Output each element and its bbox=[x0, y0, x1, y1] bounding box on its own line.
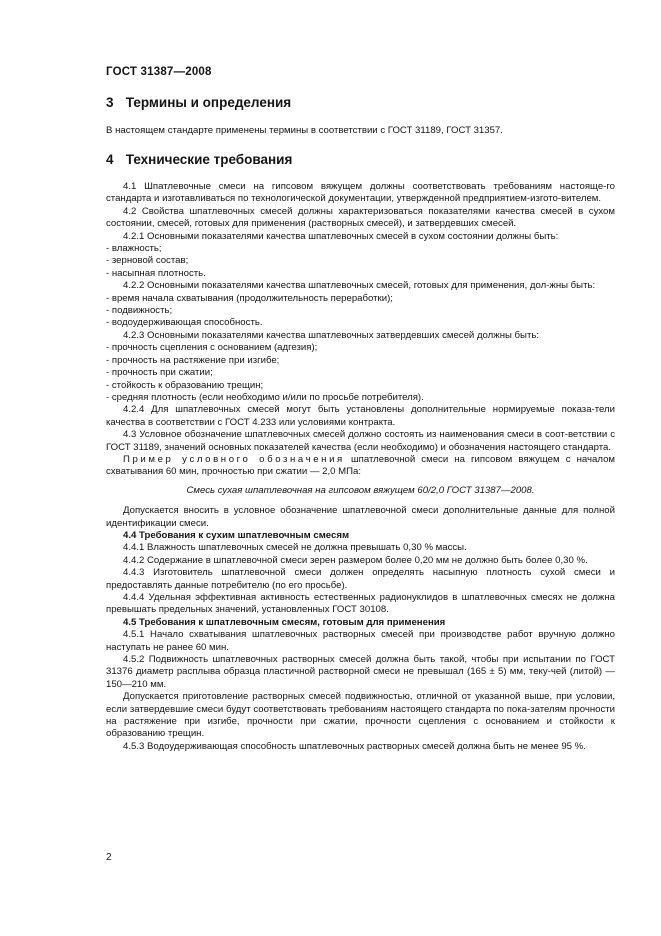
paragraph-4-2-2: 4.2.2 Основными показателями качества шпатлевочных смесей, готовых для применения, дол-жны быть: bbox=[123, 280, 596, 292]
paragraph-4-5-2: 4.5.2 Подвижность шпатлевочных растворных смесей должна быть такой, чтобы при испытании по ГОСТ 31376 диаметр расплыва образца пластичной растворной смеси не превышал (165 ± 5) мм, теку-чей (литой) — 150—210 мм. bbox=[106, 654, 615, 690]
example-text: шпатлевочной смеси на гипсовом вяжущем с началом схватывания 60 мин, прочностью при сжатии — 2,0 МПа: bbox=[106, 453, 615, 478]
paragraph-allow-2: Допускается приготовление растворных смесей подвижностью, отличной от указанной выше, при условии, если затвердевшие смеси будут соответствовать требованиям настоящего стандарта по пока-зателям прочности на растяжение при изгибе, прочности при сжатии, прочности сцепления с основанием и стойкости к образованию трещин. bbox=[106, 691, 615, 740]
paragraph-4-1: 4.1 Шпатлевочные смеси на гипсовом вяжущем должны соответствовать требованиям настояще-го стандарта и изготавливаться по технологической документации, утвержденной предприятием-изгото-вителем. bbox=[106, 181, 615, 205]
example-formula: Смесь сухая шпатлевочная на гипсовом вяжущем 60/2,0 ГОСТ 31387—2008. bbox=[186, 484, 535, 496]
paragraph-4-2-1: 4.2.1 Основными показателями качества шпатлевочных смесей в сухом состоянии должны быть: bbox=[123, 230, 559, 242]
paragraph-4-5-3: 4.5.3 Водоудерживающая способность шпатлевочных растворных смесей должна быть не менее 95 %. bbox=[123, 740, 586, 752]
paragraph-4-4-1: 4.4.1 Влажность шпатлевочных смесей не должна превышать 0,30 % массы. bbox=[123, 542, 467, 554]
paragraph-4-2-4: 4.2.4 Для шпатлевочных смесей могут быть установлены дополнительные нормируемые показа-тели качества в соответствии с ГОСТ 4.233 или условиями контракта. bbox=[106, 404, 615, 428]
list-item: - стойкость к образованию трещин; bbox=[106, 380, 615, 392]
list-item: - зерновой состав; bbox=[106, 255, 615, 267]
list-item: - подвижность; bbox=[106, 305, 615, 317]
paragraph-4-2: 4.2 Свойства шпатлевочных смесей должны характеризоваться показателями качества смесей в сухом состоянии, смесей, готовых для применения (растворных смесей), и затвердевших смесей. bbox=[106, 205, 615, 230]
paragraph-4-4-2: 4.4.2 Содержание в шпатлевочной смеси зерен размером более 0,20 мм не должно быть более 0,30 %. bbox=[123, 554, 588, 566]
section-4-title: Технические требования bbox=[125, 152, 293, 167]
section-4-number: 4 bbox=[106, 152, 114, 167]
list-item: - влажность; bbox=[106, 243, 615, 255]
paragraph-4-5-1: 4.5.1 Начало схватывания шпатлевочных растворных смесей при производстве работ вручную должно наступать не ранее 60 мин. bbox=[106, 629, 615, 653]
section-4-body bbox=[106, 181, 615, 753]
paragraph-allow: Допускается вносить в условное обозначение шпатлевочной смеси дополнительные данные для полной идентификации смеси. bbox=[106, 505, 615, 529]
page-number: 2 bbox=[106, 852, 112, 863]
example-label: Пример условного обозначения bbox=[123, 453, 345, 465]
heading-4-4: 4.4 Требования к сухим шпатлевочным смесям bbox=[123, 529, 350, 541]
section-3-body bbox=[106, 125, 615, 137]
section-4-heading bbox=[106, 152, 615, 167]
list-item: - прочность сцепления с основанием (адгезия); bbox=[106, 342, 615, 354]
heading-4-5: 4.5 Требования к шпатлевочным смесям, готовым для применения bbox=[123, 616, 446, 628]
list-item: - прочность при сжатии; bbox=[106, 367, 615, 379]
list-item: - прочность на растяжение при изгибе; bbox=[106, 355, 615, 367]
section-3-number: 3 bbox=[106, 95, 114, 110]
section-3-heading bbox=[106, 95, 615, 110]
paragraph-4-3: 4.3 Условное обозначение шпатлевочных смесей должно состоять из наименования смеси в соот-ветствии с ГОСТ 31189, значений основных показателей качества (если необходимо) и обозначения настоящего стандарта. bbox=[106, 429, 615, 453]
paragraph-4-4-3: 4.4.3 Изготовитель шпатлевочной смеси должен определять насыпную плотность сухой смеси и предоставлять данные потребителю (по его просьбе). bbox=[106, 567, 615, 591]
list-item: - водоудерживающая способность. bbox=[106, 317, 615, 329]
list-item: - насыпная плотность. bbox=[106, 268, 615, 280]
list-item: - средняя плотность (если необходимо и/или по просьбе потребителя). bbox=[106, 392, 615, 404]
document-header: ГОСТ 31387—2008 bbox=[106, 66, 212, 78]
paragraph-4-2-3: 4.2.3 Основными показателями качества шпатлевочных затвердевших смесей должны быть: bbox=[123, 329, 539, 341]
paragraph-4-4-4: 4.4.4 Удельная эффективная активность естественных радионуклидов в шпатлевочных смесях не должна превышать предельных значений, установленных ГОСТ 30108. bbox=[106, 592, 615, 616]
list-item: - время начала схватывания (продолжительность переработки); bbox=[106, 293, 615, 305]
section-3-text: В настоящем стандарте применены термины в соответствии с ГОСТ 31189, ГОСТ 31357. bbox=[106, 125, 503, 136]
section-3-title: Термины и определения bbox=[125, 95, 292, 110]
example-paragraph bbox=[106, 454, 615, 479]
